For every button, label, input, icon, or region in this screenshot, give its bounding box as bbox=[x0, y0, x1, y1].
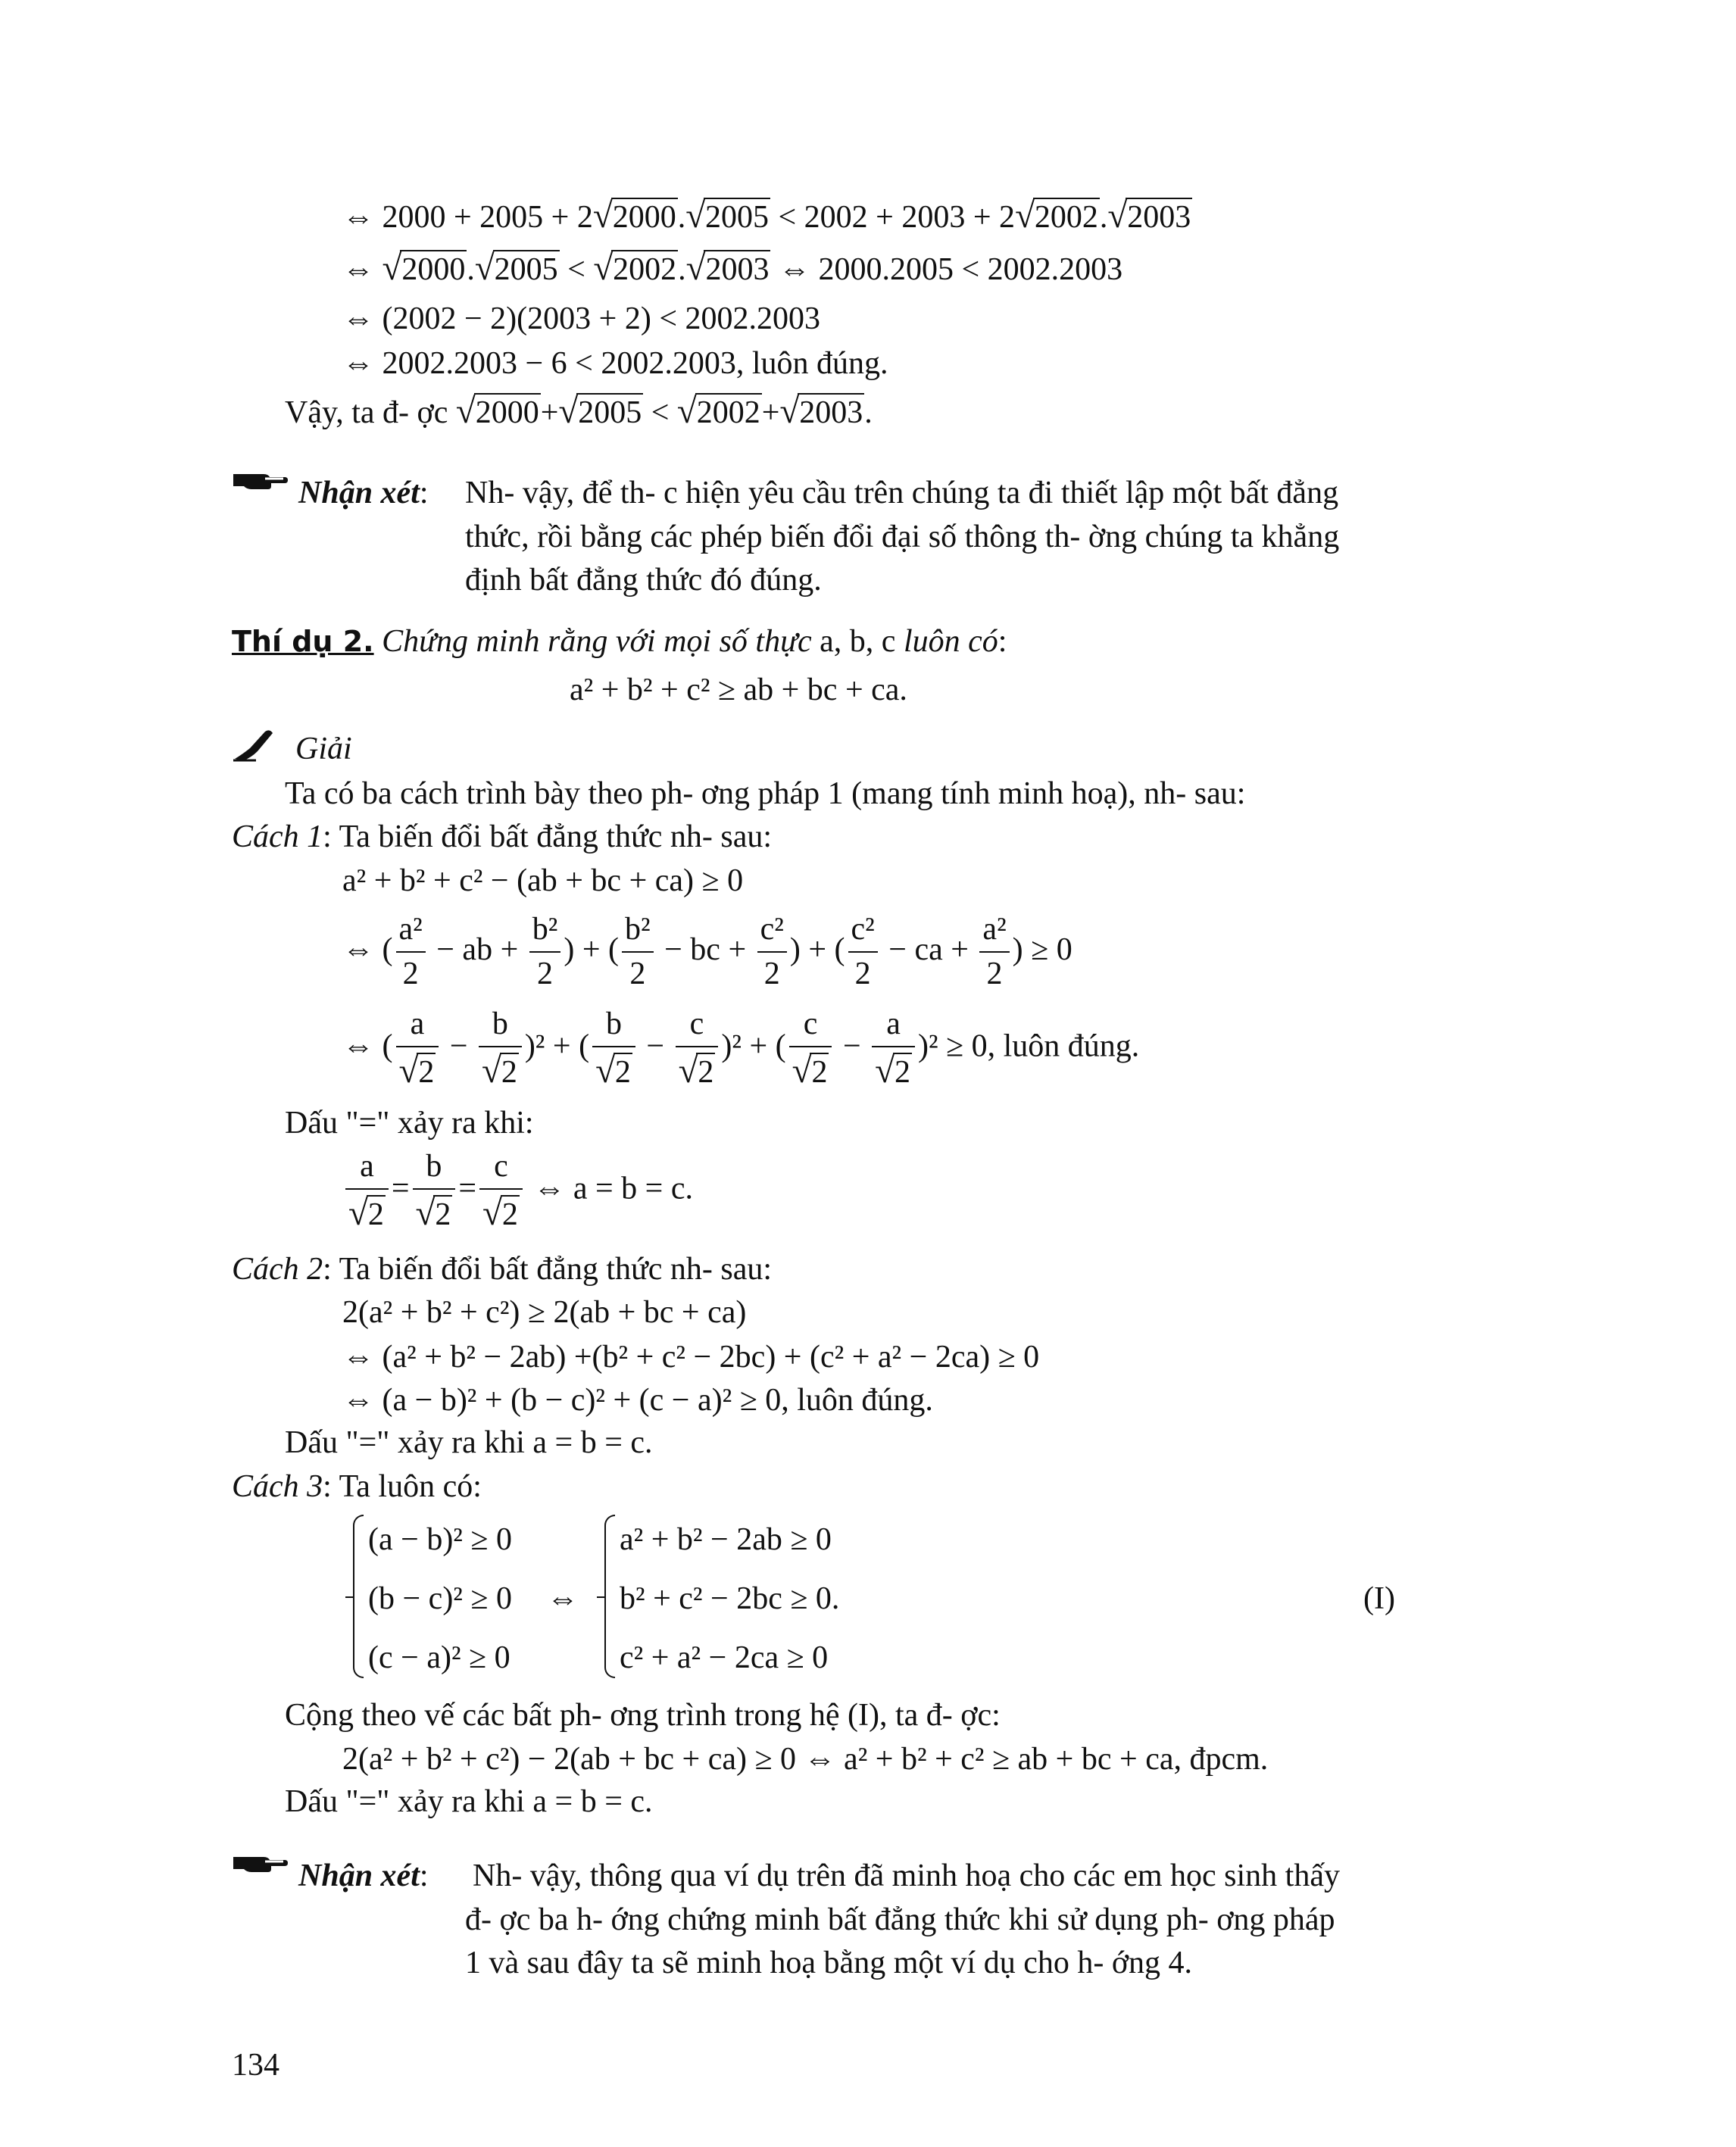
left-system-brace bbox=[353, 1515, 364, 1678]
step-line-4: ⇔ 2002.2003 − 6 < 2002.2003, luôn đúng. bbox=[342, 346, 888, 381]
right-system-brace bbox=[604, 1515, 615, 1678]
remark1-text2: thức, rồi bằng các phép biến đổi đại số thông th- ờng chúng ta khẳng bbox=[465, 520, 1340, 554]
cach2-line3: ⇔ (a − b)² + (b − c)² + (c − a)² ≥ 0, luôn đúng. bbox=[342, 1383, 933, 1418]
pointing-hand-icon bbox=[232, 1851, 288, 1874]
pointing-hand-icon bbox=[232, 468, 288, 491]
remark1-label: Nhận xét bbox=[298, 476, 420, 510]
right-system-row-2: b² + c² − 2bc ≥ 0. bbox=[620, 1581, 840, 1616]
step-line-3: ⇔ (2002 − 2)(2003 + 2) < 2002.2003 bbox=[342, 301, 821, 336]
example2-statement: Thí dụ 2. Chứng minh rằng với mọi số thực a, b, c luôn có: bbox=[232, 624, 1007, 659]
writing-hand-icon bbox=[232, 729, 276, 762]
left-system-row-3: (c − a)² ≥ 0 bbox=[368, 1640, 510, 1675]
example2-heading: Thí dụ 2. bbox=[232, 625, 374, 658]
cach2-line2: ⇔ (a² + b² − 2ab) +(b² + c² − 2bc) + (c² + a² − 2ca) ≥ 0 bbox=[342, 1340, 1040, 1375]
right-system-row-1: a² + b² − 2ab ≥ 0 bbox=[620, 1522, 832, 1557]
cach2-line1: 2(a² + b² + c²) ≥ 2(ab + bc + ca) bbox=[342, 1295, 747, 1330]
system-equivalence: ⇔ bbox=[547, 1581, 579, 1616]
remark2-text1: Nh- vậy, thông qua ví dụ trên đã minh hoạ cho các em học sinh thấy bbox=[473, 1858, 1340, 1893]
cach3-sum: 2(a² + b² + c²) − 2(ab + bc + ca) ≥ 0 ⇔ a² + b² + c² ≥ ab + bc + ca, đpcm. bbox=[342, 1742, 1269, 1777]
remark1-line1: Nhận xét: bbox=[298, 476, 429, 510]
conclusion-line: Vậy, ta đ- ợc √2000+√2005 < √2002+√2003. bbox=[285, 392, 873, 431]
remark2-line1: Nhận xét: bbox=[298, 1858, 429, 1893]
cach1-header: Cách 1: Ta biến đổi bất đẳng thức nh- sau: bbox=[232, 819, 773, 854]
example2-inequality: a² + b² + c² ≥ ab + bc + ca. bbox=[570, 672, 907, 707]
left-system-row-2: (b − c)² ≥ 0 bbox=[368, 1581, 512, 1616]
cach1-line3: ⇔ ( $\frac{a}{√2}$ − $\frac{b}{√2}$ )² + ( $\frac{b}{√2}$ − $\frac{c}{√2}$ )² + ( $\frac{c}{√2}$ − $\frac{a}{√2}$ )² ≥ 0, luôn đúng. bbox=[342, 1006, 1140, 1091]
step-line-2: ⇔ √2000.√2005 < √2002.√2003 ⇔ 2000.2005 < 2002.2003 bbox=[342, 248, 1123, 288]
remark2-text3: 1 và sau đây ta sẽ minh hoạ bằng một ví dụ cho h- ớng 4. bbox=[465, 1946, 1193, 1980]
right-system-row-3: c² + a² − 2ca ≥ 0 bbox=[620, 1640, 829, 1675]
sqrt-2000: √2000 bbox=[592, 196, 676, 236]
cach3-equality-note: Dấu "=" xảy ra khi a = b = c. bbox=[285, 1784, 653, 1819]
remark1-text1: Nh- vậy, để th- c hiện yêu cầu trên chúng ta đi thiết lập một bất đẳng bbox=[465, 476, 1339, 510]
system-tag: (I) bbox=[1363, 1581, 1395, 1616]
cach2-equality-note: Dấu "=" xảy ra khi a = b = c. bbox=[285, 1425, 653, 1460]
remark2-text2: đ- ợc ba h- ớng chứng minh bất đẳng thức khi sử dụng ph- ơng pháp bbox=[465, 1902, 1335, 1937]
sqrt-2002: √2002 bbox=[1015, 196, 1098, 236]
cach3-header: Cách 3: Ta luôn có: bbox=[232, 1469, 482, 1504]
solution-intro: Ta có ba cách trình bày theo ph- ơng pháp 1 (mang tính minh hoạ), nh- sau: bbox=[285, 776, 1246, 811]
cach1-line2: ⇔ ( $\frac{\text{a²}}{2}$ − ab + $\frac{\text{b²}}{2}$ ) + ( $\frac{\text{b²}}{2}$ − bc + $\frac{\text{c²}}{2}$ ) + ( $\frac{\text{c²}}{2}$ − ca + $\frac{\text{a²}}{2}$ ) ≥ 0 bbox=[342, 912, 1073, 992]
remark2-label: Nhận xét bbox=[298, 1858, 420, 1893]
cach1-equality-condition: $\frac{a}{√2}$ = $\frac{b}{√2}$ = $\frac{c}{√2}$ ⇔ a = b = c. bbox=[342, 1150, 693, 1233]
sqrt-2005: √2005 bbox=[685, 196, 769, 236]
sqrt-2003: √2003 bbox=[1107, 196, 1191, 236]
step-line-1: ⇔ 2000 + 2005 + 2√2000.√2005 < 2002 + 2003 + 2√2002.√2003 bbox=[342, 196, 1191, 236]
cach1-line1: a² + b² + c² − (ab + bc + ca) ≥ 0 bbox=[342, 863, 744, 898]
cach2-header: Cách 2: Ta biến đổi bất đẳng thức nh- sau: bbox=[232, 1252, 773, 1287]
left-system-row-1: (a − b)² ≥ 0 bbox=[368, 1522, 512, 1557]
remark1-text3: định bất đẳng thức đó đúng. bbox=[465, 563, 822, 598]
solution-label: Giải bbox=[295, 732, 352, 766]
cach3-sum-intro: Cộng theo vế các bất ph- ơng trình trong hệ (I), ta đ- ợc: bbox=[285, 1698, 1001, 1733]
page-number: 134 bbox=[232, 2048, 279, 2083]
cach1-equality-note: Dấu "=" xảy ra khi: bbox=[285, 1106, 534, 1141]
